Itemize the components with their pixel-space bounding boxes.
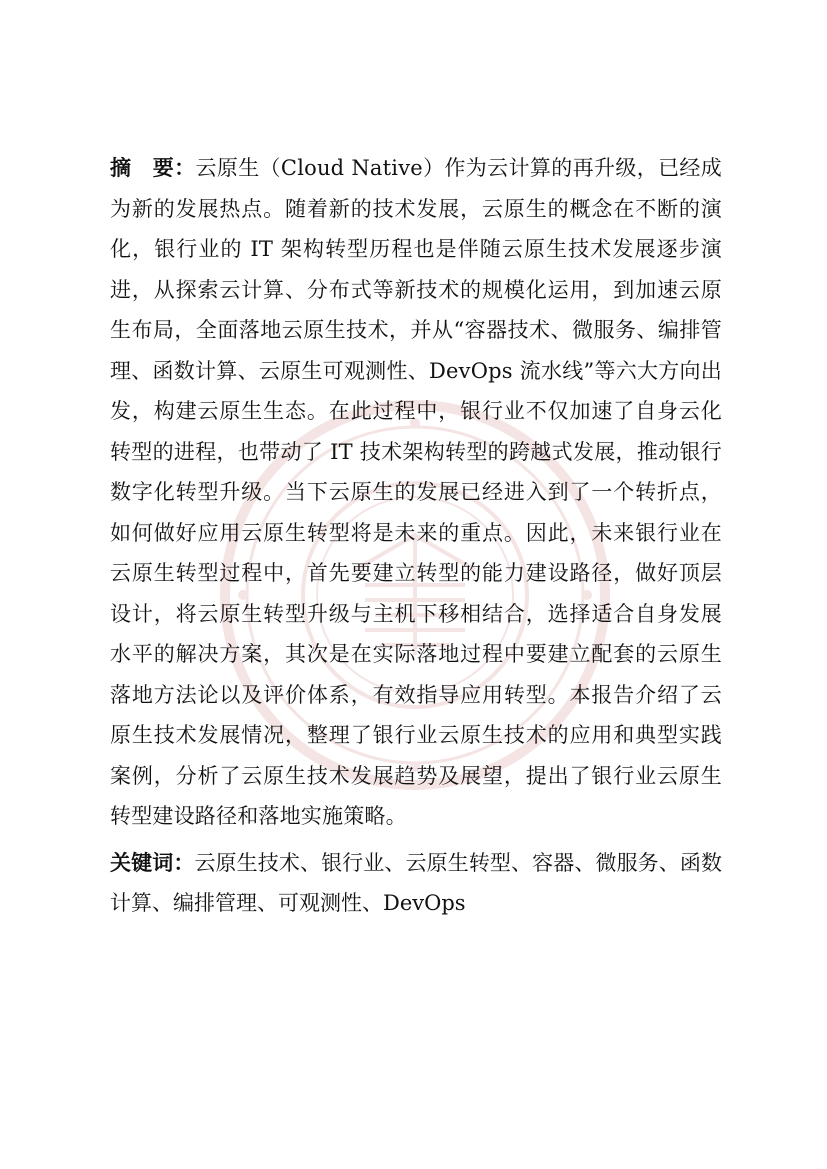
abstract-label: 摘 要： [110, 155, 196, 180]
keywords-paragraph [110, 843, 722, 924]
abstract-section [110, 148, 722, 924]
keywords-text: 云原生技术、银行业、云原生转型、容器、微服务、函数计算、编排管理、可观测性、DevOps [110, 850, 723, 915]
keywords-label: 关键词： [110, 849, 195, 875]
abstract-paragraph [110, 148, 722, 837]
abstract-text: 云原生（Cloud Native）作为云计算的再升级，已经成为新的发展热点。随着新的技术发展，云原生的概念在不断的演化，银行业的 IT 架构转型历程也是伴随云原生技术发展逐步演进，从探索云计算、分布式等新技术的规模化运用，到加速云原生布局，全面落地云原生技术，并从“容器技术、微服务、编排管理、函数计算、云原生可观测性、DevOps 流水线”等六大方向出发，构建云原生生态。在此过程中，银行业不仅加速了自身云化转型的进程，也带动了 IT 技术架构转型的跨越式发展，推动银行数字化转型升级。当下云原生的发展已经进入到了一个转折点，如何做好应用云原生转型将是未来的重点。因此，未来银行业在云原生转型过程中，首先要建立转型的能力建设路径，做好顶层设计，将云原生转型升级与主机下移相结合，选择适合自身发展水平的解决方案，其次是在实际落地过程中要建立配套的云原生落地方法论以及评价体系，有效指导应用转型。本报告介绍了云原生技术发展情况，整理了银行业云原生技术的应用和典型实践案例，分析了云原生技术发展趋势及展望，提出了银行业云原生转型建设路径和落地实施策略。 [110, 156, 722, 828]
